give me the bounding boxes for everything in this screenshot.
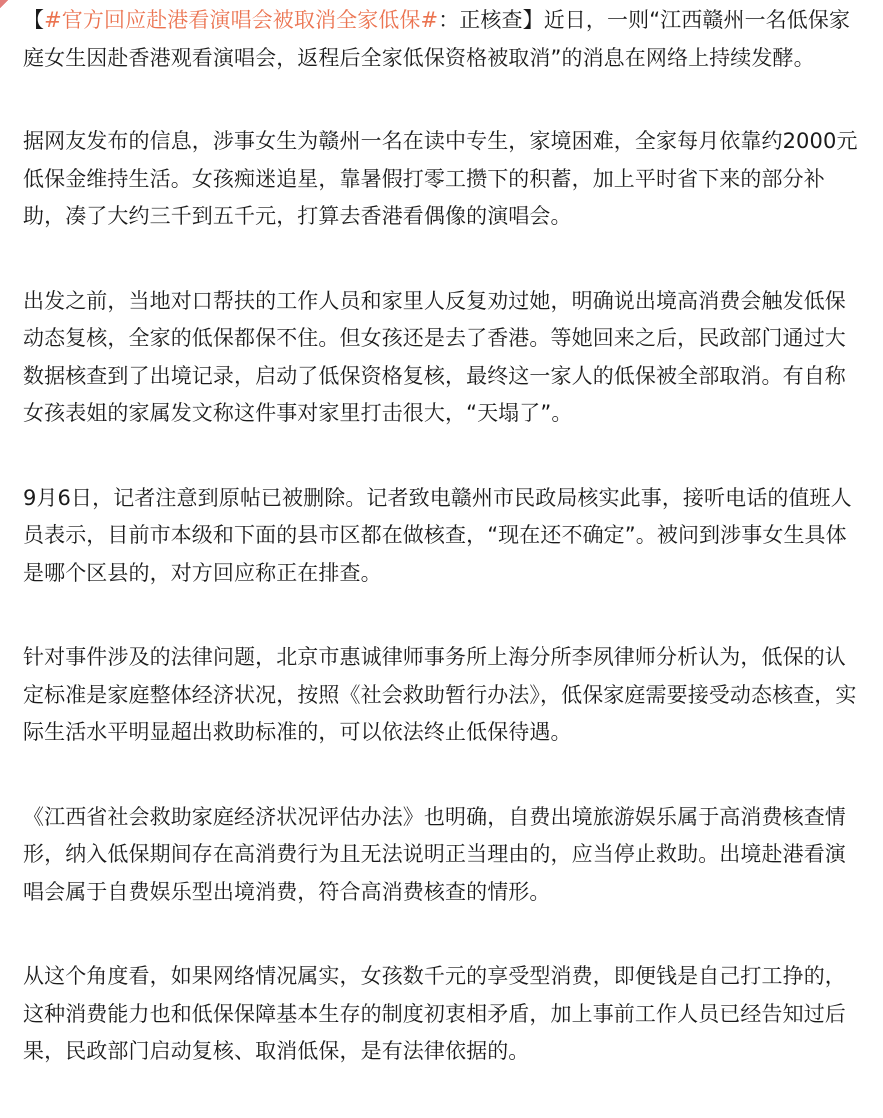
post-article: [23, 2, 861, 1118]
headline-text: ：正核查】近日，一则“江西赣州一名低保家庭女生因赴香港观看演唱会，返程后全家低保资格被取消”的消息在网络上持续发酵。: [23, 8, 851, 70]
bracket-open: 【: [23, 8, 45, 32]
headline-paragraph: [23, 2, 861, 77]
body-paragraph-5: 《江西省社会救助家庭经济状况评估办法》也明确，自费出境旅游娱乐属于高消费核查情形，纳入低保期间存在高消费行为且无法说明正当理由的，应当停止救助。出境赴港看演唱会属于自费娱乐型出境消费，符合高消费核查的情形。: [23, 804, 846, 904]
body-paragraph-3: 9月6日，记者注意到原帖已被删除。记者致电赣州市民政局核实此事，接听电话的值班人员表示，目前市本级和下面的县市区都在做核查，“现在还不确定”。被问到涉事女生具体是哪个区县的，对方回应称正在排查。: [23, 485, 852, 585]
corner-marker: [0, 0, 8, 8]
body-paragraph-2: 出发之前，当地对口帮扶的工作人员和家里人反复劝过她，明确说出境高消费会触发低保动态复核，全家的低保都保不住。但女孩还是去了香港。等她回来之后，民政部门通过大数据核查到了出境记录，启动了低保资格复核，最终这一家人的低保被全部取消。有自称女孩表姐的家属发文称这件事对家里打击很大，“天塌了”。: [23, 288, 846, 425]
body-paragraph-4: 针对事件涉及的法律问题，北京市惠诚律师事务所上海分所李夙律师分析认为，低保的认定标准是家庭整体经济状况，按照《社会救助暂行办法》，低保家庭需要接受动态核查，实际生活水平明显超出救助标准的，可以依法终止低保待遇。: [23, 645, 857, 744]
body-paragraph-1: 据网友发布的信息，涉事女生为赣州一名在读中专生，家境困难，全家每月依靠约2000元低保金维持生活。女孩痴迷追星，靠暑假打零工攒下的积蓄，加上平时省下来的部分补助，凑了大约三千到五千元，打算去香港看偶像的演唱会。: [23, 129, 858, 228]
body-paragraph-6: 从这个角度看，如果网络情况属实，女孩数千元的享受型消费，即便钱是自己打工挣的，这种消费能力也和低保保障基本生存的制度初衷相矛盾，加上事前工作人员已经告知过后果，民政部门启动复核、取消低保，是有法律依据的。: [23, 964, 846, 1063]
topic-hashtag-link[interactable]: #官方回应赴港看演唱会被取消全家低保#: [44, 8, 439, 32]
